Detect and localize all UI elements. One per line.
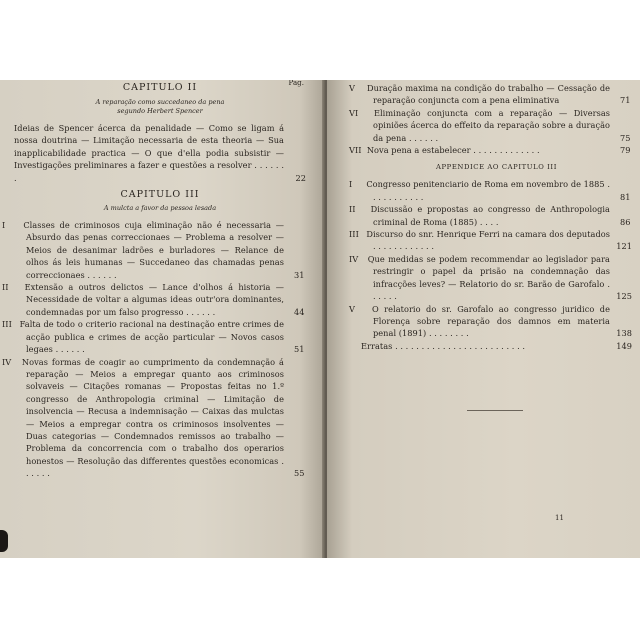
entry-page: 125 (616, 291, 632, 302)
chapter-iii-title: CAPITULO III (120, 189, 200, 201)
chapter-iii-subtitle: A mulcta a favor da pessoa lesada (103, 204, 217, 213)
appendix-title: APPENDICE AO CAPITULO III (436, 163, 557, 172)
entry-text: Falta de todo o criterio racional na destinação entre crimes de acção publica e crimes de acção particular — Novos casos legaes (19, 319, 284, 355)
toc-entry: III Discurso do snr. Henrique Ferri na camara dos deputados . . . . . . . . . . . . 121 (349, 229, 632, 252)
left-page (0, 80, 326, 558)
toc-entry: VII Nova pena a estabelecer . . . . . . . . . . . . . 79 (349, 145, 631, 156)
errata-page: 149 (616, 340, 632, 351)
entry-text: Que medidas se podem recommendar ao legislador para restringir o papel da prisão na condemnação das infracções leves? — Relatorio do sr. Barão de Garofalo (367, 253, 610, 289)
entry-text: Congresso penitenciario de Roma em novembro de 1885 (366, 179, 605, 190)
entry-text: Classes de criminosos cuja eliminação não é necessaria — Absurdo das penas correccionaes — Problema a resolver — Meios de desanimar ladrões e burladores — Relance de olhos ás leis humanas — Succedaneo das chamadas penas correccionaes (23, 220, 284, 280)
entry-text: Discussão e propostas ao congresso de Anthropologia criminal de Roma (1885) (370, 204, 610, 227)
binding-clip-shadow (0, 530, 8, 552)
toc-entry: VI Eliminação conjuncta com a reparação — Diversas opiniões ácerca do effeito da reparação sobre a duração da pena . . . . . . 75 (349, 107, 631, 143)
entry-page: 121 (616, 241, 632, 252)
entry-number: VII (349, 145, 362, 156)
toc-entry: I Congresso penitenciario de Roma em novembro de 1885 . . . . . . . . . . . 81 (349, 179, 631, 202)
toc-entry: II Discussão e propostas ao congresso de Anthropologia criminal de Roma (1885) . . . . 86 (349, 204, 631, 227)
entry-text: Extensão a outros delictos — Lance d'olhos á historia — Necessidade de voltar a algumas ideas outr'ora dominantes, condemnadas por um falso progresso (24, 282, 284, 317)
toc-entry: IV Novas formas de coagir ao cumprimento da condemnação á reparação — Meios a empregar quanto aos criminosos solvaveis — Citações romanas — Propostas feitas no 1.º congresso de Anthropologia criminal — Limitação de insolvencia — Recusa a indemnisação — Caixas das mulctas — Meios a empregar contra os criminosos insolventes — Duas categorias — Condemnados remissos ao trabalho — Problema da concorrencia com o trabalho dos operarios honestos — Resolução das differentes questões economicas . . . . . . 55 (2, 356, 305, 479)
entry-text: Nova pena a estabelecer (366, 145, 471, 156)
entry-text: Discurso do snr. Henrique Ferri na camara dos deputados (366, 229, 610, 240)
section-divider (467, 410, 523, 411)
chapter-ii-subtitle-2: segundo Herbert Spencer (117, 107, 203, 115)
entry-text: O relatorio do sr. Garofalo ao congresso juridico de Florença sobre reparação dos damnos em materia penal (1891) (371, 303, 610, 339)
errata-entry: Erratas . . . . . . . . . . . . . . . . . . . . . . . . . 149 (361, 340, 632, 351)
entry-page: 22 (295, 172, 306, 183)
toc-entry: V O relatorio do sr. Garofalo ao congresso juridico de Florença sobre reparação dos damnos em materia penal (1891) . . . . . . . . 138 (349, 303, 632, 339)
toc-entry: IV Que medidas se podem recommendar ao legislador para restringir o papel da prisão na condemnação das infracções leves? — Relatorio do sr. Barão de Garofalo . . . . . . 125 (349, 253, 632, 302)
errata-label: Erratas (361, 340, 393, 351)
entry-text: Novas formas de coagir ao cumprimento da condemnação á reparação — Meios a empregar quanto aos criminosos solvaveis — Citações romanas — Propostas feitas no 1.º congresso de Anthropologia criminal — Limitação de insolvencia — Recusa a indemnisação — Caixas das mulctas — Meios a empregar contra os criminosos insolventes — Duas categorias — Condemnados remissos ao trabalho — Problema da concorrencia com o trabalho dos operarios honestos — Resolução das differentes questões economicas (21, 356, 284, 466)
toc-entry: II Extensão a outros delictos — Lance d'olhos á historia — Necessidade de voltar a algumas ideas outr'ora dominantes, condemnadas por um falso progresso . . . . . . 44 (2, 282, 305, 317)
toc-entry: III Falta de todo o criterio racional na destinação entre crimes de acção publica e crimes de acção particular — Novos casos legaes . . . . . . 51 (2, 319, 305, 355)
entry-text: Duração maxima na condição do trabalho — Cessação de reparação conjuncta com a pena eliminativa (366, 83, 611, 106)
book-photo (0, 80, 640, 558)
signature-mark: 11 (555, 514, 565, 522)
right-page (327, 80, 640, 558)
entry-page: 138 (616, 328, 632, 339)
toc-entry: V Duração maxima na condição do trabalho — Cessação de reparação conjuncta com a pena eliminativa 71 (349, 83, 631, 106)
entry-text: Ideias de Spencer ácerca da penalidade — Como se ligam á nossa doutrina — Limitação necessaria de esta theoria — Sua inapplicabilidade practica — O que d'ella podia subsistir — Investigações preliminares a fazer e questões a resolver (14, 123, 284, 171)
chapter-ii-subtitle-1: A reparação como succedaneo da pena (95, 98, 225, 106)
toc-entry: I Classes de criminosos cuja eliminação não é necessaria — Absurdo das penas correccionaes — Problema a resolver — Meios de desanimar ladrões e burladores — Relance de olhos ás leis humanas — Succedaneo das chamadas penas correccionaes . . . . . . 31 (2, 220, 305, 280)
chapter-ii-title: CAPITULO II (122, 82, 198, 93)
page-column-header: Pag. (288, 80, 304, 87)
entry-text: Eliminação conjuncta com a reparação — Diversas opiniões ácerca do effeito da reparação sobre a duração da pena (373, 107, 611, 143)
chapter-ii-entry: Ideias de Spencer ácerca da penalidade — Como se ligam á nossa doutrina — Limitação necessaria de esta theoria — Sua inapplicabilidade practica — O que d'ella podia subsistir — Investigações preliminares a fazer e questões a resolver . . . . . . . 22 (14, 123, 306, 183)
